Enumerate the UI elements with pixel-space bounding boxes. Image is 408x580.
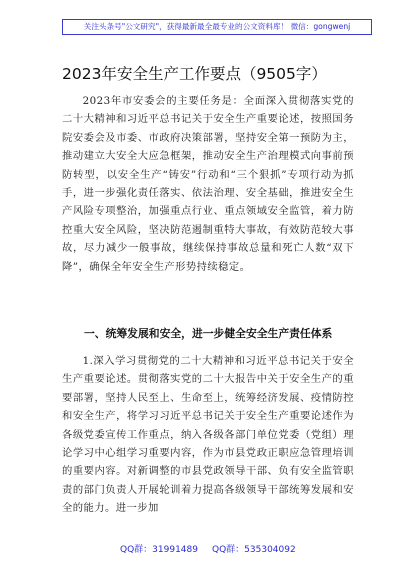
section-heading: 一、统筹发展和安全，进一步健全安全生产责任体系	[84, 327, 333, 340]
header-banner: 关注头条号"公文研究"，获得最新最全最专业的公文资料库！ 微信：gongwenj	[62, 19, 372, 35]
footer-qq-group-1: QQ群：31991489	[120, 545, 198, 555]
section-paragraph: 1.深入学习贯彻党的二十大精神和习近平总书记关于安全生产重要论述。贯彻落实党的二十大报告中关于安全生产的重要部署，坚持人民至上、生命至上，统筹经济发展、疫情防控和安全生产，将学习习近平总书记关于安全生产重要论述作为各级党委宣传工作重点，纳入各级各部门单位党委（党组）理论学习中心组学习重要内容，作为市县党政正职应急管理培训的重要内容。对新调整的市县党政领导干部、负有安全监管职责的部门负责人开展轮训着力提高各级领导干部统筹发展和安全的能力。进一步加	[62, 355, 354, 515]
document-title: 2023年安全生产工作要点（9505字）	[62, 65, 327, 83]
intro-section	[62, 92, 354, 276]
section-body	[62, 352, 354, 518]
footer	[0, 542, 408, 558]
footer-qq-group-2: QQ群：535304092	[212, 545, 296, 555]
intro-paragraph: 2023年市安委会的主要任务是：全面深入贯彻落实党的二十大精神和习近平总书记关于安全生产重要论述，按照国务院安委会及市委、市政府决策部署，坚持安全第一预防为主，推动建立大安全大应急框架，推动安全生产治理模式向事前预防转型，以安全生产“铸安”行动和“三个狠抓”专项行动为抓手，进一步强化责任落实、依法治理、安全基础，推进安全生产风险专项整治，加强重点行业、重点领域安全监管，着力防控重大安全风险，坚决防范遏制重特大事故，有效防范较大事故，尽力减少一般事故，继续保持事故总量和死亡人数“双下降”，确保全年安全生产形势持续稳定。	[62, 95, 354, 273]
